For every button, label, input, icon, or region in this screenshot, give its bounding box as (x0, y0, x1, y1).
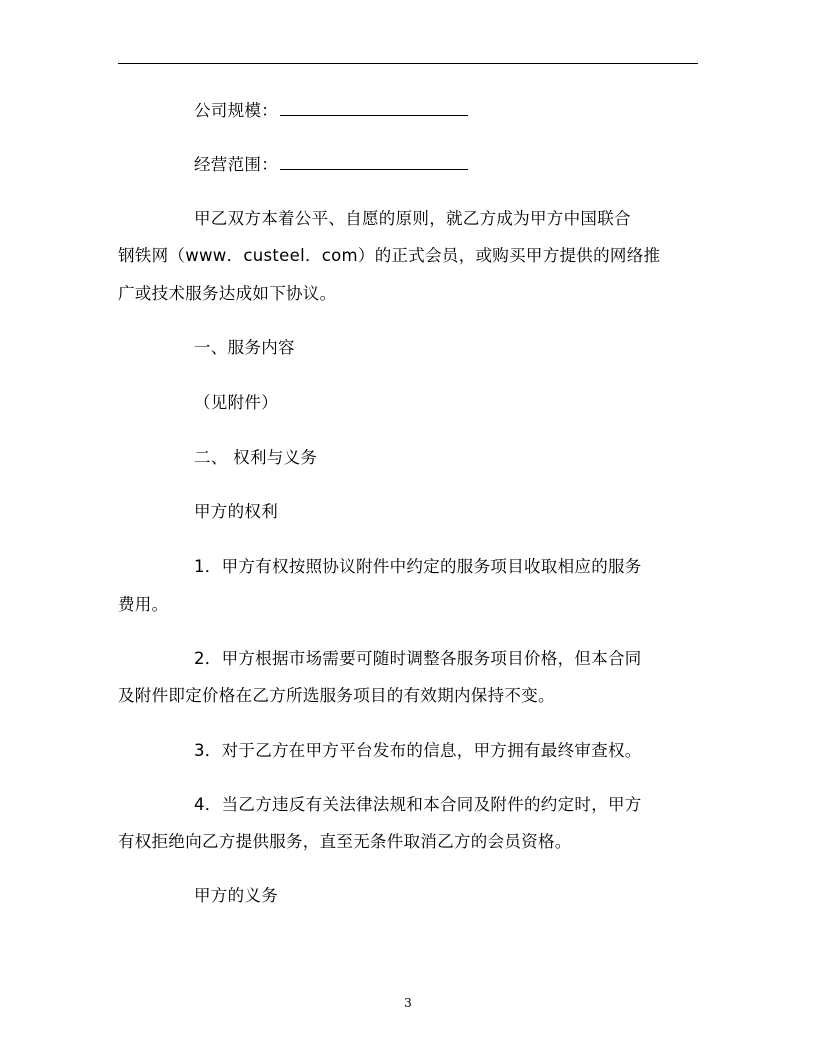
rights-item-1-line-1: 1．甲方有权按照协议附件中约定的服务项目收取相应的服务 (194, 557, 642, 576)
rights-item-4-line-1: 4．当乙方违反有关法律法规和本合同及附件的约定时，甲方 (194, 795, 642, 814)
intro-line-2: 钢铁网（www．custeel．com）的正式会员，或购买甲方提供的网络推 (118, 246, 661, 265)
rights-item-1-line-2: 费用。 (118, 595, 169, 614)
company-scale-label: 公司规模： (194, 101, 278, 120)
company-scale-field (194, 101, 794, 121)
section-heading-services: 一、服务内容 (194, 338, 295, 357)
attachment-note: （见附件） (194, 393, 278, 412)
rights-item-4-line-2: 有权拒绝向乙方提供服务，直至无条件取消乙方的会员资格。 (118, 832, 572, 851)
business-scope-blank (280, 155, 468, 170)
company-scale-blank (280, 101, 468, 116)
rights-item-2-line-2: 及附件即定价格在乙方所选服务项目的有效期内保持不变。 (118, 686, 555, 705)
party-a-obligations-heading: 甲方的义务 (194, 886, 278, 905)
intro-line-1: 甲乙双方本着公平、自愿的原则，就乙方成为甲方中国联合 (194, 209, 631, 228)
header-rule (118, 63, 698, 64)
page-number: 3 (404, 996, 412, 1010)
section-heading-rights-obligations: 二、 权利与义务 (194, 448, 318, 467)
business-scope-label: 经营范围： (194, 155, 278, 174)
rights-item-2-line-1: 2．甲方根据市场需要可随时调整各服务项目价格，但本合同 (194, 649, 642, 668)
rights-item-3-line-1: 3．对于乙方在甲方平台发布的信息，甲方拥有最终审查权。 (194, 741, 642, 760)
intro-line-3: 广或技术服务达成如下协议。 (118, 284, 337, 303)
business-scope-field (194, 155, 794, 175)
party-a-rights-heading: 甲方的权利 (194, 502, 278, 521)
